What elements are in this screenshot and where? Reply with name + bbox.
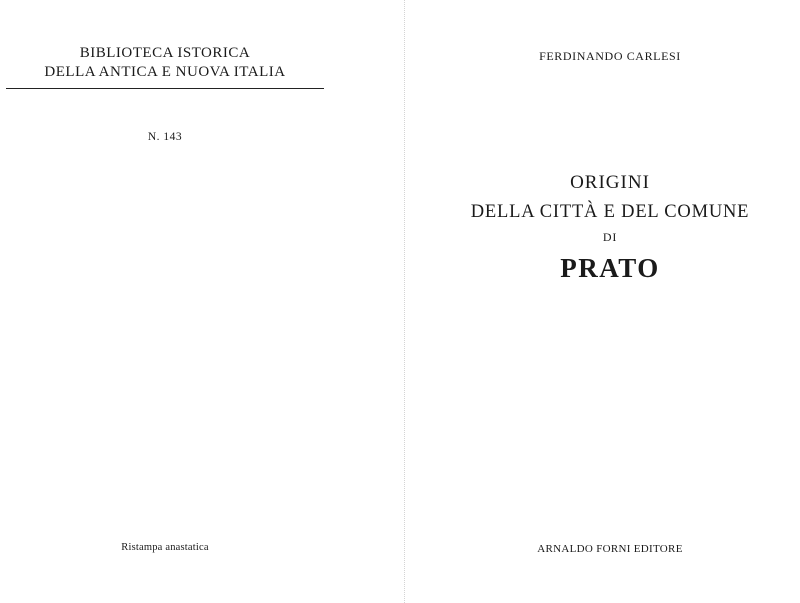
series-number: N. 143 <box>147 131 183 143</box>
series-title-line2: DELLA ANTICA E NUOVA ITALIA <box>44 64 286 80</box>
right-page-content <box>412 0 800 603</box>
reprint-note: Ristampa anastatica <box>121 542 209 553</box>
left-page-content <box>0 0 330 603</box>
series-rule-divider <box>6 88 324 89</box>
book-title-line1: ORIGINI <box>570 172 650 193</box>
publisher-name: ARNALDO FORNI EDITORE <box>537 543 683 555</box>
book-title-line3: DI <box>602 230 618 244</box>
series-title <box>0 44 330 82</box>
book-title-line4: PRATO <box>560 253 660 283</box>
right-page <box>404 0 800 603</box>
series-title-line1: BIBLIOTECA ISTORICA <box>79 45 251 61</box>
book-title-line2: DELLA CITTÀ E DEL COMUNE <box>470 202 750 222</box>
author-name: FERDINANDO CARLESI <box>539 49 681 63</box>
